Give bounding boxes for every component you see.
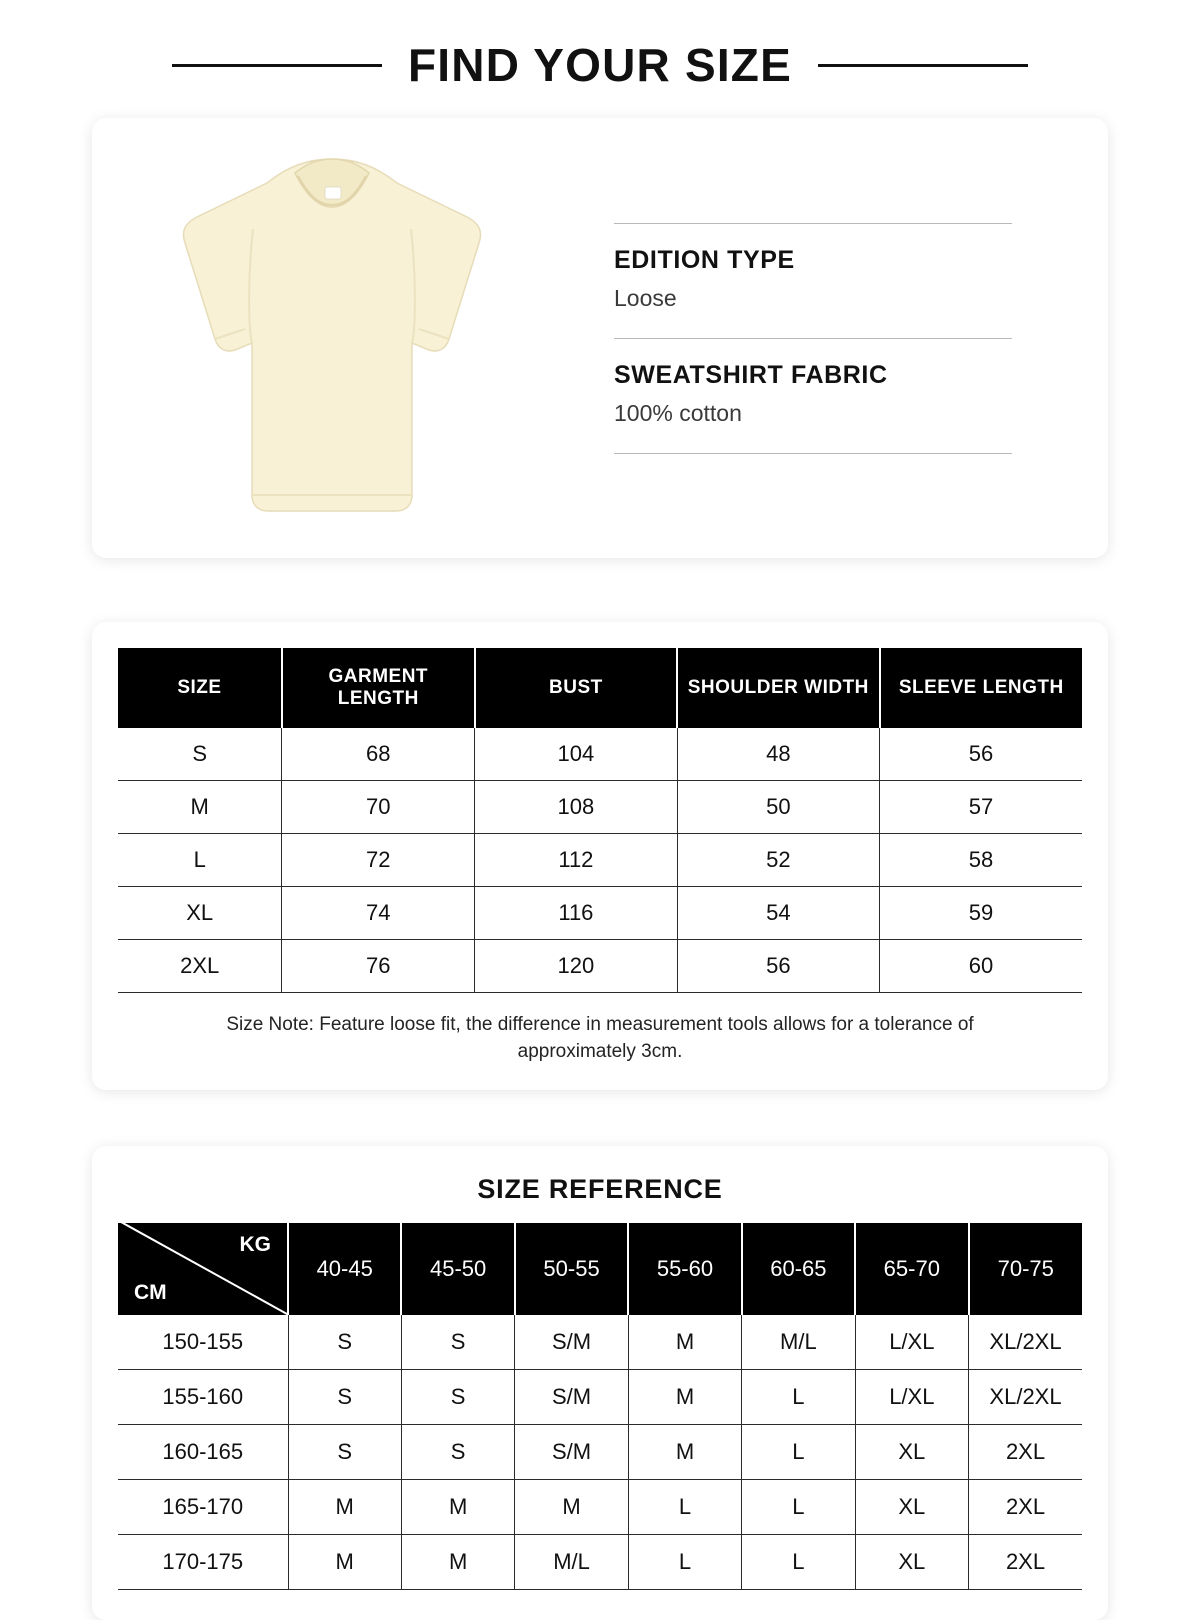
cell-sleeve-length: 58: [880, 833, 1082, 886]
cell-size: L: [742, 1369, 855, 1424]
table-header-row: [118, 648, 1082, 728]
cell-size: S/M: [515, 1424, 628, 1479]
cell-shoulder-width: 52: [677, 833, 879, 886]
spec-divider-bottom: [614, 453, 1012, 454]
table-row: [118, 780, 1082, 833]
column-header-weight: 60-65: [742, 1223, 855, 1315]
size-reference-title: SIZE REFERENCE: [477, 1173, 723, 1204]
size-reference-card: [92, 1146, 1108, 1620]
column-header-size: SIZE: [118, 648, 282, 728]
header-rule-left: [172, 64, 382, 67]
table-row: [118, 833, 1082, 886]
cell-bust: 112: [475, 833, 677, 886]
cell-sleeve-length: 60: [880, 939, 1082, 992]
cell-shoulder-width: 54: [677, 886, 879, 939]
cell-height-range: 160-165: [118, 1424, 288, 1479]
size-reference-table: [118, 1223, 1082, 1590]
cell-size: L/XL: [855, 1369, 968, 1424]
cell-size: S: [401, 1315, 514, 1370]
spec-value: 100% cotton: [614, 399, 742, 426]
cell-size: S: [288, 1424, 401, 1479]
cell-size: L: [628, 1479, 741, 1534]
product-specs: [542, 144, 1078, 532]
column-header-weight: 70-75: [969, 1223, 1082, 1315]
spec-sweatshirt-fabric: [614, 339, 1012, 453]
cell-shoulder-width: 48: [677, 728, 879, 781]
cell-size: M/L: [515, 1534, 628, 1589]
cell-size: L: [742, 1479, 855, 1534]
cell-size: L/XL: [855, 1315, 968, 1370]
cell-size: 2XL: [969, 1424, 1082, 1479]
sweatshirt-icon: [167, 143, 497, 533]
table-row: [118, 1315, 1082, 1370]
cell-garment-length: 72: [282, 833, 475, 886]
size-chart-head: [118, 648, 1082, 728]
column-header-bust: BUST: [475, 648, 677, 728]
cell-height-range: 165-170: [118, 1479, 288, 1534]
cell-size: M: [515, 1479, 628, 1534]
table-row: [118, 1424, 1082, 1479]
table-row: [118, 939, 1082, 992]
cell-size: XL/2XL: [969, 1369, 1082, 1424]
size-note: Size Note: Feature loose fit, the difference in measurement tools allows for a tolerance of approximately 3cm.: [226, 1013, 974, 1063]
column-header-weight: 55-60: [628, 1223, 741, 1315]
product-card: [92, 118, 1108, 558]
corner-header-cell: [118, 1223, 288, 1315]
cell-size: S/M: [515, 1315, 628, 1370]
size-chart-table: [118, 648, 1082, 993]
cell-size: L: [118, 833, 282, 886]
size-chart-body: [118, 728, 1082, 993]
corner-label-kg: KG: [239, 1232, 271, 1256]
cell-sleeve-length: 56: [880, 728, 1082, 781]
column-header-weight: 45-50: [401, 1223, 514, 1315]
cell-size: M: [118, 780, 282, 833]
page-header: [0, 0, 1200, 114]
column-header-garment-length: GARMENT LENGTH: [282, 648, 475, 728]
cell-size: XL: [855, 1424, 968, 1479]
cell-sleeve-length: 57: [880, 780, 1082, 833]
spec-value: Loose: [614, 284, 677, 311]
table-row: [118, 728, 1082, 781]
cell-size: XL: [855, 1479, 968, 1534]
cell-size: S: [401, 1424, 514, 1479]
product-image: [122, 144, 542, 532]
cell-size: L: [742, 1424, 855, 1479]
table-row: [118, 886, 1082, 939]
cell-height-range: 150-155: [118, 1315, 288, 1370]
cell-size: S: [401, 1369, 514, 1424]
cell-size: M: [628, 1315, 741, 1370]
cell-bust: 116: [475, 886, 677, 939]
spec-title: EDITION TYPE: [614, 245, 795, 274]
cell-size: 2XL: [969, 1479, 1082, 1534]
corner-label-cm: CM: [134, 1280, 167, 1304]
cell-size: S: [288, 1369, 401, 1424]
table-row: [118, 1369, 1082, 1424]
cell-size: M: [628, 1424, 741, 1479]
cell-size: 2XL: [969, 1534, 1082, 1589]
cell-size: L: [742, 1534, 855, 1589]
cell-size: M: [401, 1479, 514, 1534]
cell-shoulder-width: 50: [677, 780, 879, 833]
cell-size: M: [288, 1534, 401, 1589]
cell-size: M/L: [742, 1315, 855, 1370]
cell-size: 2XL: [118, 939, 282, 992]
cell-size: M: [288, 1479, 401, 1534]
cell-sleeve-length: 59: [880, 886, 1082, 939]
spec-edition-type: [614, 224, 1012, 338]
column-header-weight: 40-45: [288, 1223, 401, 1315]
header-rule-right: [818, 64, 1028, 67]
page-title: FIND YOUR SIZE: [408, 39, 792, 91]
cell-garment-length: 74: [282, 886, 475, 939]
cell-size: XL: [118, 886, 282, 939]
column-header-shoulder-width: SHOULDER WIDTH: [677, 648, 879, 728]
cell-size: S: [118, 728, 282, 781]
table-row: [118, 1534, 1082, 1589]
column-header-weight: 65-70: [855, 1223, 968, 1315]
cell-bust: 108: [475, 780, 677, 833]
cell-bust: 120: [475, 939, 677, 992]
cell-shoulder-width: 56: [677, 939, 879, 992]
cell-height-range: 155-160: [118, 1369, 288, 1424]
table-header-row: [118, 1223, 1082, 1315]
table-row: [118, 1479, 1082, 1534]
cell-size: M: [401, 1534, 514, 1589]
cell-size: S: [288, 1315, 401, 1370]
cell-bust: 104: [475, 728, 677, 781]
cell-size: XL/2XL: [969, 1315, 1082, 1370]
cell-height-range: 170-175: [118, 1534, 288, 1589]
cell-size: XL: [855, 1534, 968, 1589]
cell-garment-length: 70: [282, 780, 475, 833]
cell-garment-length: 68: [282, 728, 475, 781]
cell-size: M: [628, 1369, 741, 1424]
cell-garment-length: 76: [282, 939, 475, 992]
cell-size: L: [628, 1534, 741, 1589]
spec-title: SWEATSHIRT FABRIC: [614, 360, 888, 389]
size-chart-card: [92, 622, 1108, 1090]
column-header-sleeve-length: SLEEVE LENGTH: [880, 648, 1082, 728]
size-reference-body: [118, 1315, 1082, 1590]
size-reference-head: [118, 1223, 1082, 1315]
column-header-weight: 50-55: [515, 1223, 628, 1315]
cell-size: S/M: [515, 1369, 628, 1424]
